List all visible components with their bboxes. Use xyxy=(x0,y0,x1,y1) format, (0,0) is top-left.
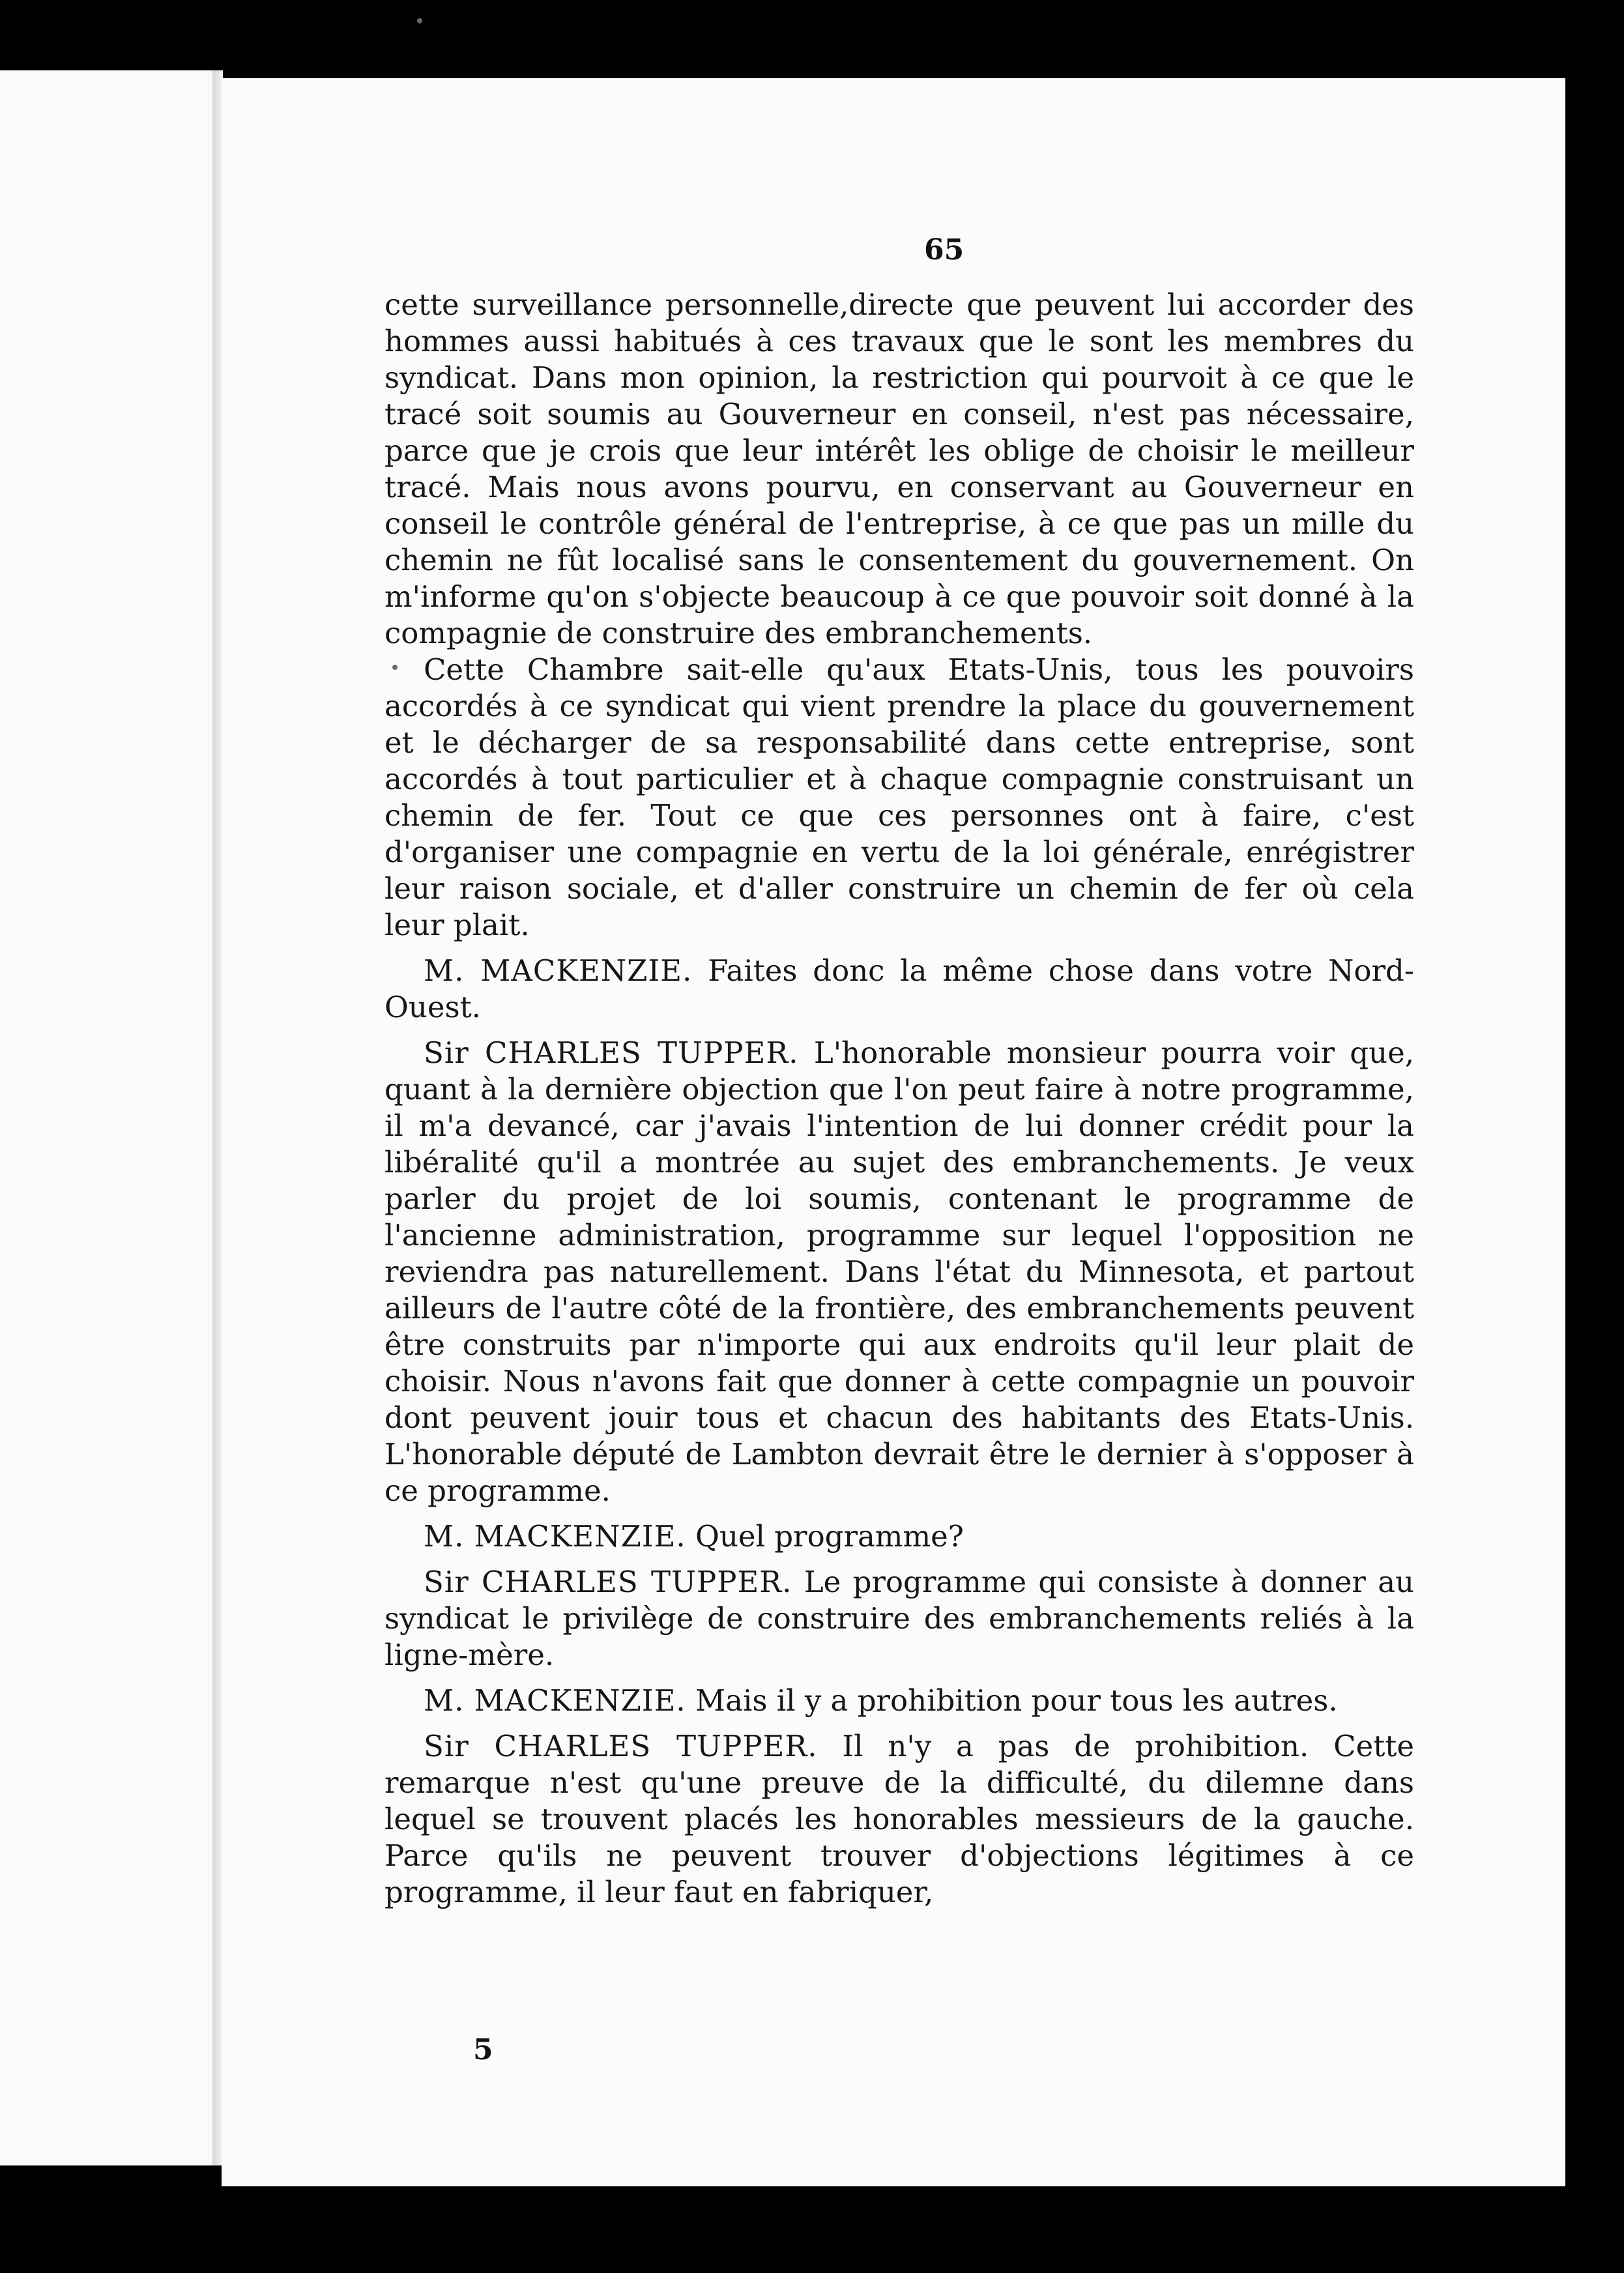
speaker-name: M. MACKENZIE. xyxy=(424,1683,686,1718)
paragraph xyxy=(384,1564,1414,1673)
speaker-name: Sir CHARLES TUPPER. xyxy=(424,1035,799,1070)
paragraph xyxy=(384,1035,1414,1509)
paragraph xyxy=(384,287,1414,652)
speaker-name: M. MACKENZIE. xyxy=(424,953,693,988)
paragraph-text: Le programme qui consiste à donner au syndicat le privilège de construire des embranchements reliés à la ligne-mère. xyxy=(384,1565,1415,1672)
paragraph-text: L'honorable monsieur pourra voir que, quant à la dernière objection que l'on peut faire à notre programme, il m'a devancé, car j'avais l'intention de lui donner crédit pour la libéralité qu'il a montrée au sujet des embranchements. Je veux parler du projet de loi soumis, contenant le programme de l'ancienne administration, programme sur lequel l'opposition ne reviendra pas naturellement. Dans l'état du Minnesota, et partout ailleurs de l'autre côté de la frontière, des embranchements peuvent être construits par n'importe qui aux endroits qu'il leur plait de choisir. Nous n'avons fait que donner à cette compagnie un pouvoir dont peuvent jouir tous et chacun des habitants des Etats-Unis. L'honorable député de Lambton devrait être le dernier à s'opposer à ce programme. xyxy=(384,1035,1415,1508)
paragraph xyxy=(384,953,1414,1026)
speaker-name: M. MACKENZIE. xyxy=(424,1519,686,1554)
signature-mark: 5 xyxy=(473,2033,493,2066)
paragraph xyxy=(384,1728,1414,1911)
paragraph-text: Cette Chambre sait-elle qu'aux Etats-Unis, tous les pouvoirs accordés à ce syndicat qui vient prendre la place du gouvernement et le décharger de sa responsabilité dans cette entreprise, sont accordés à tout particulier et à chaque compagnie construisant un chemin de fer. Tout ce que ces personnes ont à faire, c'est d'organiser une compagnie en vertu de la loi générale, enrégistrer leur raison sociale, et d'aller construire un chemin de fer où cela leur plait. xyxy=(384,652,1414,942)
paragraph-text: Quel programme? xyxy=(695,1519,964,1554)
left-page xyxy=(0,70,222,2165)
paragraph-text: Mais il y a prohibition pour tous les autres. xyxy=(695,1683,1338,1718)
body-text xyxy=(384,287,1414,1911)
paragraph xyxy=(384,1518,1414,1555)
speaker-name: Sir CHARLES TUPPER. xyxy=(424,1565,792,1599)
scan-speck xyxy=(417,18,422,23)
speaker-name: Sir CHARLES TUPPER. xyxy=(424,1729,818,1763)
paragraph-text: Faites donc la même chose dans votre Nord-Ouest. xyxy=(384,953,1414,1024)
paragraph xyxy=(384,1683,1414,1719)
page-number: 65 xyxy=(924,233,964,267)
paragraph-text: cette surveillance personnelle,directe que peuvent lui accorder des hommes aussi habitués à ces travaux que le sont les membres du syndicat. Dans mon opinion, la restriction qui pourvoit à ce que le tracé soit soumis au Gouverneur en conseil, n'est pas nécessaire, parce que je crois que leur intérêt les oblige de choisir le meilleur tracé. Mais nous avons pourvu, en conservant au Gouverneur en conseil le contrôle général de l'entreprise, à ce que pas un mille du chemin ne fût localisé sans le consentement du gouvernement. On m'informe qu'on s'objecte beaucoup à ce que pouvoir soit donné à la compagnie de construire des embranchements. xyxy=(384,287,1414,650)
paragraph xyxy=(384,652,1414,944)
paragraph-text: Il n'y a pas de prohibition. Cette remarque n'est qu'une preuve de la difficulté, du dilemne dans lequel se trouvent placés les honorables messieurs de la gauche. Parce qu'ils ne peuvent trouver d'objections légitimes à ce programme, il leur faut en fabriquer, xyxy=(384,1729,1415,1909)
